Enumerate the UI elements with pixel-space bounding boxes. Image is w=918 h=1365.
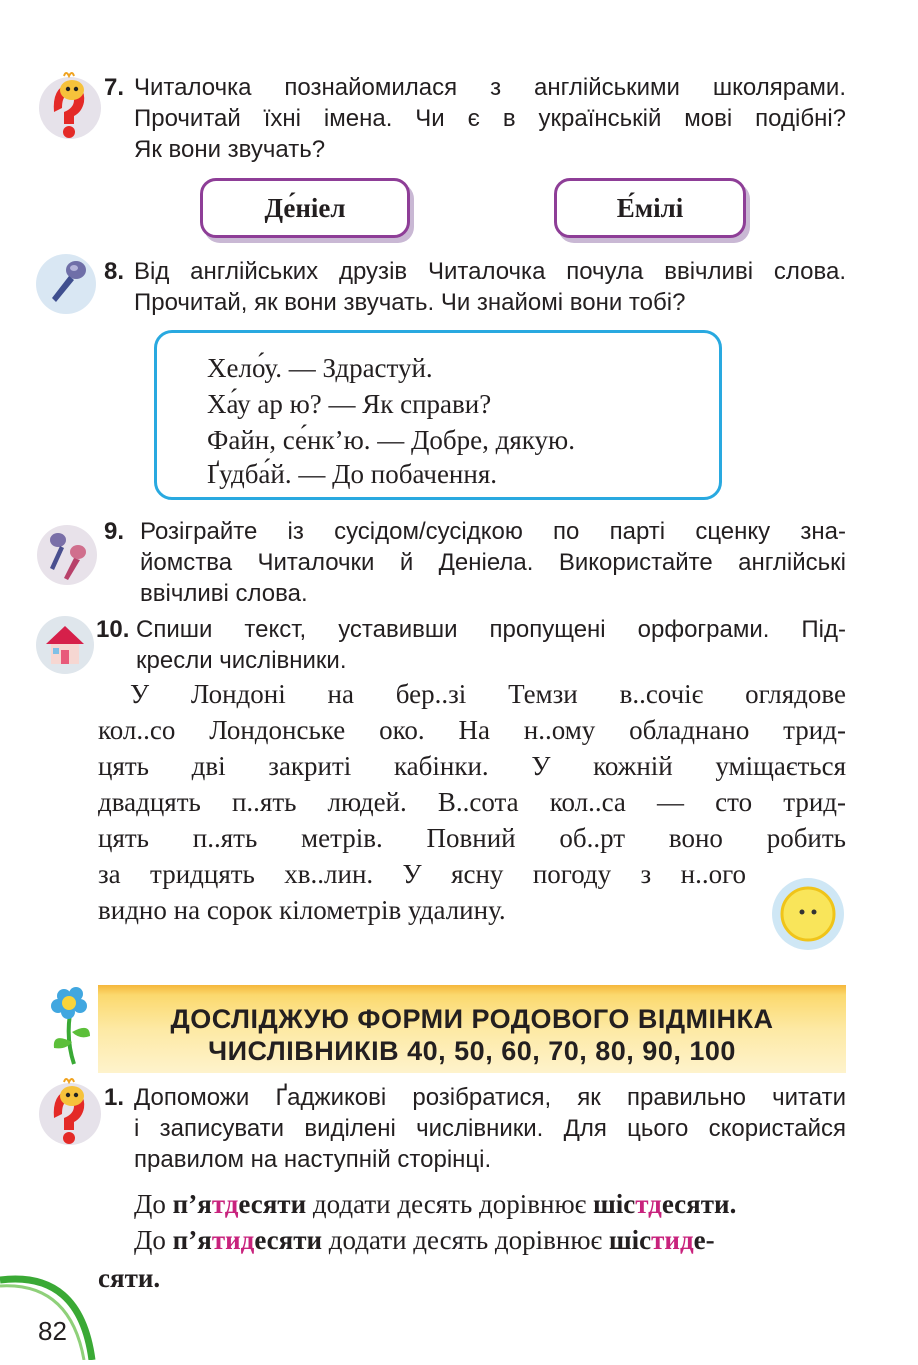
task-7-number: 7. bbox=[104, 74, 125, 101]
phrase-line: Ха́у ар ю? — Як справи? bbox=[207, 389, 492, 419]
story-line: У Лондоні на бер..зі Темзи в..сочіє оглядове bbox=[130, 679, 846, 709]
example-word: . bbox=[153, 1263, 161, 1293]
puzzle-character-icon bbox=[34, 1074, 104, 1150]
example-sentence-1 bbox=[134, 1186, 736, 1222]
numeral-part: сяти bbox=[98, 1263, 154, 1293]
task-1-text bbox=[134, 1082, 846, 1175]
numeral-sixty bbox=[593, 1189, 730, 1219]
numeral-part: есяти bbox=[661, 1189, 730, 1219]
numeral-sixty bbox=[609, 1225, 715, 1255]
numeral-part: п’я bbox=[172, 1225, 212, 1255]
example-word: До bbox=[134, 1225, 173, 1255]
name-card-daniel bbox=[200, 178, 410, 238]
flower-icon bbox=[44, 984, 100, 1066]
numeral-part: п’я bbox=[172, 1189, 212, 1219]
numeral-part: есяти bbox=[254, 1225, 323, 1255]
task-1-line: і записувати виділені числівники. Для цього скористайся bbox=[134, 1115, 846, 1142]
task-8-line: Від англійських друзів Читалочка почула ввічливі слова. bbox=[134, 258, 846, 285]
name-label: Де́ніел bbox=[264, 192, 346, 223]
example-sentence-2 bbox=[134, 1222, 715, 1258]
task-9-line: Розіграйте із сусідом/сусідкою по парті сценку зна- bbox=[140, 518, 846, 545]
puzzle-character-icon bbox=[34, 68, 104, 144]
numeral-part: шіс bbox=[592, 1189, 636, 1219]
task-1-line: правилом на наступній сторінці. bbox=[134, 1146, 492, 1173]
task-8-line: Прочитай, як вони звучать. Чи знайомі вони тобі? bbox=[134, 289, 686, 316]
task-8-text bbox=[134, 256, 846, 318]
house-icon bbox=[34, 614, 96, 676]
example-word: . bbox=[729, 1189, 737, 1219]
numeral-highlight: тид bbox=[211, 1225, 255, 1255]
story-line: цять дві закриті кабінки. У кожній уміщається bbox=[98, 751, 846, 781]
london-eye-text bbox=[98, 676, 846, 928]
task-7-line: Прочитай їхні імена. Чи є в українській мові подібні? bbox=[134, 105, 846, 132]
task-10-line: Спиши текст, уставивши пропущені орфограми. Під- bbox=[136, 616, 846, 643]
page-number: 82 bbox=[38, 1316, 67, 1346]
numeral-part: есяти bbox=[238, 1189, 307, 1219]
section-header bbox=[98, 985, 846, 1073]
numeral-fifty bbox=[173, 1225, 322, 1255]
task-9-line: йомства Читалочки й Деніела. Використайте англійські bbox=[140, 549, 846, 576]
smiley-face-icon bbox=[770, 876, 846, 952]
name-card-emily bbox=[554, 178, 746, 238]
example-word: До bbox=[134, 1189, 173, 1219]
two-microphones-icon bbox=[34, 522, 100, 588]
example-word: додати десять дорівнює bbox=[306, 1189, 593, 1219]
story-line: кол..со Лондонське око. На н..ому обладнано трид- bbox=[98, 715, 846, 745]
task-9-number: 9. bbox=[104, 518, 125, 545]
task-1-number: 1. bbox=[104, 1084, 125, 1111]
section-title-line-2: ЧИСЛІВНИКІВ 40, 50, 60, 70, 80, 90, 100 bbox=[208, 1036, 736, 1066]
example-word: додати десять дорівнює bbox=[322, 1225, 609, 1255]
numeral-highlight: тд bbox=[635, 1189, 662, 1219]
phrase-line: Хело́у. — Здрастуй. bbox=[207, 353, 433, 383]
task-10-text bbox=[136, 614, 846, 676]
phrase-line: Файн, се́нк’ю. — Добре, дякую. bbox=[207, 425, 575, 455]
task-10-number: 10. bbox=[96, 616, 130, 643]
task-7-line: Читалочка познайомилася з англійськими школярами. bbox=[134, 74, 846, 101]
task-9-line: ввічливі слова. bbox=[140, 580, 308, 607]
numeral-part: шіс bbox=[608, 1225, 652, 1255]
story-line: двадцять п..ять людей. В..сота кол..са — сто трид- bbox=[98, 787, 846, 817]
task-7-line: Як вони звучать? bbox=[134, 136, 326, 163]
phrase-line: Ґудба́й. — До побачення. bbox=[207, 459, 497, 489]
story-line: видно на сорок кілометрів удалину. bbox=[98, 895, 506, 925]
task-10-line: кресли числівники. bbox=[136, 647, 347, 674]
name-label: Е́мілі bbox=[616, 192, 684, 223]
numeral-fifty bbox=[173, 1189, 306, 1219]
story-line: за тридцять хв..лин. У ясну погоду з н..ого bbox=[98, 859, 746, 889]
task-8-number: 8. bbox=[104, 258, 125, 285]
numeral-highlight: тид bbox=[651, 1225, 694, 1255]
section-title-line-1: ДОСЛІДЖУЮ ФОРМИ РОДОВОГО ВІДМІНКА bbox=[170, 1004, 774, 1034]
microphone-icon bbox=[34, 252, 98, 316]
task-9-text bbox=[140, 516, 846, 609]
task-1-line: Допоможи Ґаджикові розібратися, як правильно читати bbox=[134, 1084, 846, 1111]
story-line: цять п..ять метрів. Повний об..рт воно робить bbox=[98, 823, 846, 853]
numeral-highlight: тд bbox=[211, 1189, 239, 1219]
polite-phrases-box bbox=[154, 330, 722, 500]
task-7-text bbox=[134, 72, 846, 165]
numeral-part: е- bbox=[693, 1225, 715, 1255]
